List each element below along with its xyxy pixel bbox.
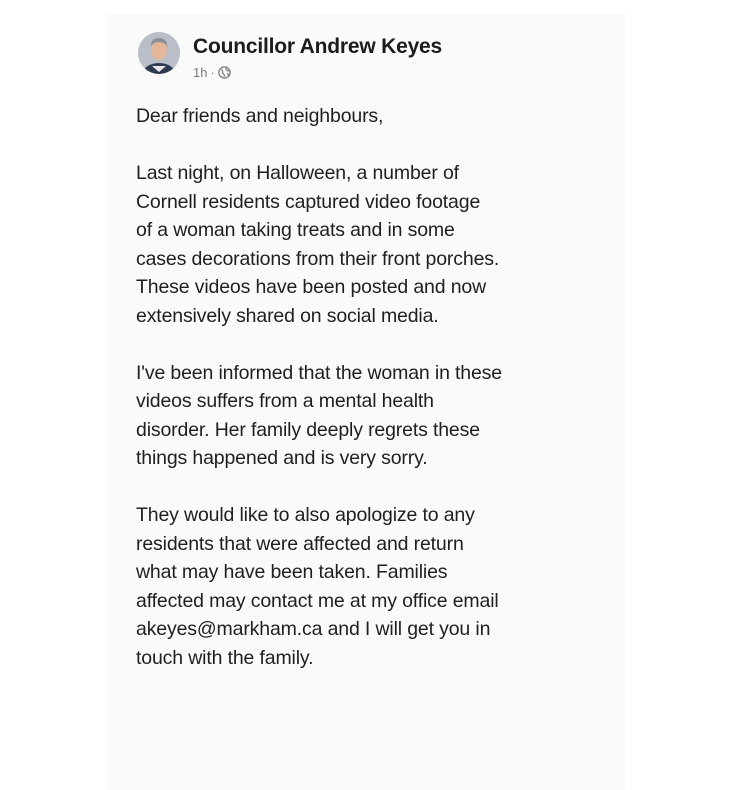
author-avatar[interactable] xyxy=(138,32,180,74)
meta-separator: · xyxy=(210,65,215,80)
post-paragraph-apology: They would like to also apologize to any residents that were affected and return what may have been taken. Families affected may contact me at my office email akeyes@markham.ca and I will get you in touch with the family. xyxy=(136,504,499,669)
post-body xyxy=(136,102,616,701)
avatar-image xyxy=(138,32,180,74)
facebook-post-card xyxy=(108,14,625,790)
globe-icon xyxy=(218,66,231,79)
author-name[interactable]: Councillor Andrew Keyes xyxy=(193,35,443,58)
post-header xyxy=(138,32,608,92)
post-paragraph-explanation: I've been informed that the woman in these videos suffers from a mental health disorder. Her family deeply regrets these things happened and is very sorry. xyxy=(136,361,502,469)
post-paragraph-greeting: Dear friends and neighbours, xyxy=(136,105,384,127)
post-paragraph-incident: Last night, on Halloween, a number of Cornell residents captured video footage of a woman taking treats and in some cases decorations from their front porches. These videos have been posted and now extensively shared on social media. xyxy=(136,162,500,327)
post-timestamp[interactable]: 1h xyxy=(193,65,208,80)
post-meta xyxy=(193,65,231,80)
